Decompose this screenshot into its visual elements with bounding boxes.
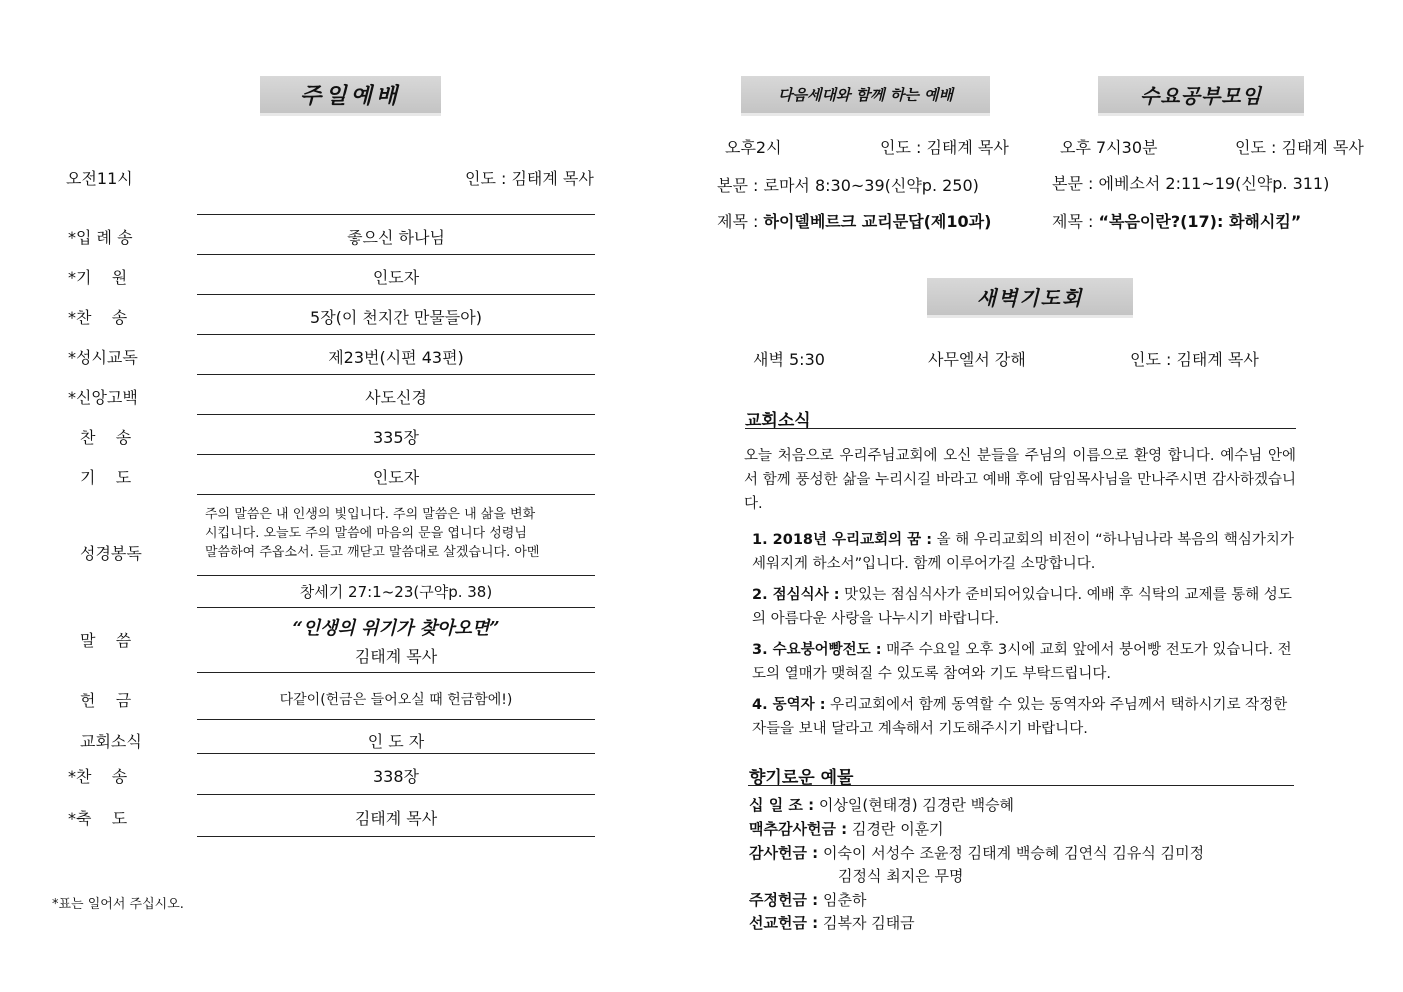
service-time: 오전11시: [66, 169, 133, 188]
news-item-title: 4. 동역자 :: [752, 697, 826, 713]
order-label: *기 원: [68, 268, 128, 287]
row-divider: [197, 794, 595, 795]
scripture-intro: [205, 505, 589, 562]
offering-label: 십 일 조 :: [749, 796, 815, 814]
blessing-label: *축 도: [68, 809, 128, 828]
offerings-heading: 향기로운 예물: [749, 768, 854, 788]
subject-label: 제목 :: [1052, 212, 1094, 231]
order-label: 기 도: [80, 468, 132, 487]
offering-label: 주정헌금 :: [749, 891, 819, 909]
church-news-heading: 교회소식: [745, 411, 811, 431]
service-leader: 인도 : 김태계 목사: [465, 169, 594, 188]
news-item: [752, 693, 1297, 741]
offering-barley: [749, 818, 944, 841]
offering-label: 헌 금: [80, 691, 132, 710]
offering-names: 이숙이 서성수 조윤정 김태계 백승혜 김연식 김유식 김미정: [822, 844, 1205, 862]
order-value: 5장(이 천지간 만물들아): [310, 308, 482, 327]
news-value: 인 도 자: [367, 732, 425, 751]
order-label: *찬 송: [68, 308, 128, 327]
sermon-label: 말 씀: [80, 631, 132, 650]
news-item-title: 1. 2018년 우리교회의 꿈 :: [752, 532, 932, 548]
offering-label: 감사헌금 :: [749, 844, 819, 862]
dawn-time: 새벽 5:30: [753, 350, 825, 369]
offering-names: 이상일(현태경) 김경란 백승혜: [818, 796, 1015, 814]
sunday-service-title: 주일예배: [260, 76, 441, 116]
preacher: 김태계 목사: [354, 647, 438, 666]
next-gen-subject: [717, 209, 991, 232]
sermon-title: “인생의 위기가 찾아오면”: [292, 618, 500, 639]
subject-value: 하이델베르크 교리문답(제10과): [763, 212, 992, 231]
heading-underline: [745, 428, 1296, 429]
next-gen-text: [717, 173, 979, 196]
row-divider: [197, 719, 595, 720]
order-value: 사도신경: [365, 388, 427, 407]
row-divider: [197, 214, 595, 215]
scripture-intro-line: 주의 말씀은 내 인생의 빛입니다. 주의 말씀은 내 삶을 변화: [205, 507, 536, 522]
dawn-title: 새벽기도회: [927, 278, 1133, 318]
offering-label: 맥추감사헌금 :: [749, 820, 848, 838]
row-divider: [197, 334, 595, 335]
news-item-text: 매주 수요일 오후 3시에 교회 앞에서 붕어빵 전도가 있습니다. 전도의 열매가 맺혀질 수 있도록 참여와 기도 부탁드립니다.: [752, 642, 1292, 682]
news-label: 교회소식: [80, 732, 142, 751]
heading-underline: [748, 785, 1294, 786]
row-divider: [197, 294, 595, 295]
order-label: *입 례 송: [68, 228, 133, 247]
news-item-text: 맛있는 점심식사가 준비되어있습니다. 예배 후 식탁의 교제를 통해 성도의 아름다운 사랑을 나누시기 바랍니다.: [752, 587, 1292, 627]
next-gen-time: 오후2시: [725, 138, 782, 157]
order-value: 인도자: [372, 468, 420, 487]
footnote: *표는 일어서 주십시오.: [52, 897, 184, 912]
wednesday-subject: [1052, 209, 1301, 232]
scripture-passage: 창세기 27:1~23(구약p. 38): [299, 583, 493, 601]
subject-value: “복음이란?(17): 화해시킴”: [1098, 212, 1302, 231]
offering-thanks: [749, 842, 1204, 865]
scripture-label: 성경봉독: [80, 544, 142, 563]
order-value: 335장: [373, 428, 419, 447]
next-gen-title: 다음세대와 함께 하는 예배: [741, 76, 990, 116]
hymn-label: *찬 송: [68, 767, 128, 786]
row-divider: [197, 414, 595, 415]
wednesday-title: 수요공부모임: [1098, 76, 1304, 116]
row-divider: [197, 454, 595, 455]
order-value: 제23번(시편 43편): [328, 348, 464, 367]
subject-label: 제목 :: [717, 212, 759, 231]
row-divider: [197, 254, 595, 255]
scripture-intro-line: 시킵니다. 오늘도 주의 말씀에 마음의 문을 엽니다 성령님: [205, 526, 527, 541]
news-item-text: 우리교회에서 함께 동역할 수 있는 동역자와 주님께서 택하시기로 작정한 자들을 보내 달라고 계속해서 기도해주시기 바랍니다.: [752, 697, 1288, 737]
order-value: 인도자: [372, 268, 420, 287]
row-divider: [197, 494, 595, 495]
news-item-title: 2. 점심식사 :: [752, 587, 840, 603]
wednesday-leader: 인도 : 김태계 목사: [1235, 138, 1364, 157]
text-label: 본문 :: [1052, 174, 1094, 193]
order-label: 찬 송: [80, 428, 132, 447]
order-value: 좋으신 하나님: [347, 228, 445, 247]
news-item: [752, 583, 1297, 631]
church-news-intro: 오늘 처음으로 우리주님교회에 오신 분들을 주님의 이름으로 환영 합니다. 예수님 안에서 함께 풍성한 삶을 누리시길 바라고 예배 후에 담임목사님을 만나주시면 감사하겠습니다.: [744, 448, 1296, 512]
offering-mission: [749, 912, 915, 935]
offering-weekly: [749, 889, 866, 912]
row-divider: [197, 607, 595, 608]
row-divider: [197, 753, 595, 754]
offering-names: 임춘하: [822, 891, 867, 909]
wednesday-time: 오후 7시30분: [1060, 138, 1158, 157]
news-item-title: 3. 수요붕어빵전도 :: [752, 642, 882, 658]
offering-names: 김경란 이훈기: [851, 820, 944, 838]
order-label: *신앙고백: [68, 388, 138, 407]
offering-value: 다같이(헌금은 들어오실 때 헌금함에!): [279, 692, 513, 708]
offering-thanks-cont: 김정식 최지은 무명: [838, 867, 964, 885]
scripture-intro-line: 말씀하여 주옵소서. 듣고 깨닫고 말씀대로 살겠습니다. 아멘: [205, 545, 540, 560]
news-item: [752, 638, 1297, 686]
offering-label: 선교헌금 :: [749, 914, 819, 932]
news-item: [752, 528, 1297, 576]
row-divider: [197, 836, 595, 837]
news-item-text: 올 해 우리교회의 비전이 “하나님나라 복음의 핵심가치가 세워지게 하소서”입니다. 함께 이루어가길 소망합니다.: [752, 532, 1294, 572]
row-divider: [197, 374, 595, 375]
offering-tithe: [749, 794, 1014, 817]
row-divider: [197, 672, 595, 673]
row-divider: [197, 575, 595, 576]
blessing-value: 김태계 목사: [354, 809, 438, 828]
text-value: 로마서 8:30~39(신약p. 250): [763, 176, 979, 195]
text-label: 본문 :: [717, 176, 759, 195]
next-gen-leader: 인도 : 김태계 목사: [880, 138, 1009, 157]
order-label: *성시교독: [68, 348, 138, 367]
dawn-book: 사무엘서 강해: [928, 350, 1026, 369]
wednesday-text: [1052, 171, 1329, 194]
offering-names: 김복자 김태금: [822, 914, 915, 932]
hymn-value: 338장: [373, 767, 419, 786]
dawn-leader: 인도 : 김태계 목사: [1130, 350, 1259, 369]
text-value: 에베소서 2:11~19(신약p. 311): [1098, 174, 1330, 193]
